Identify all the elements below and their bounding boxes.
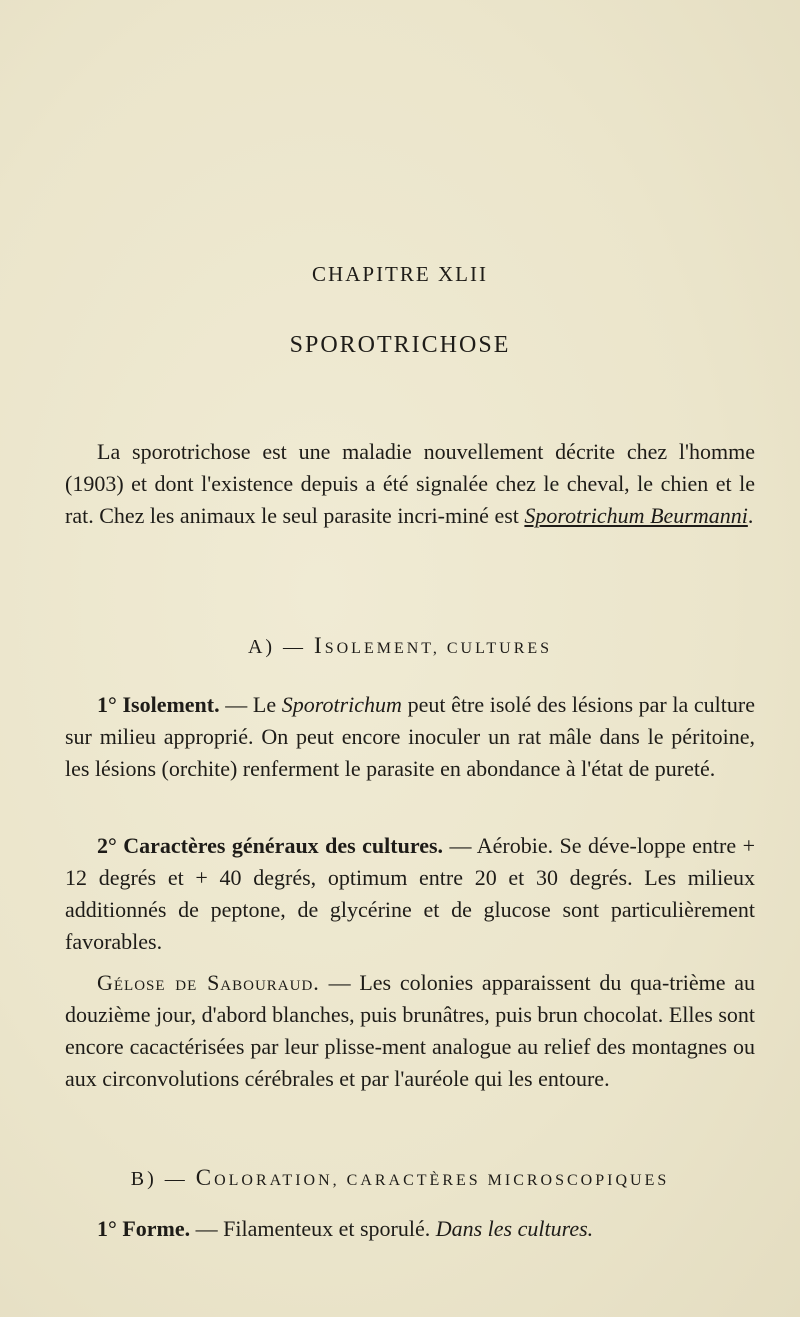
forme-paragraph xyxy=(97,1216,593,1242)
section-a-prefix: A) — xyxy=(247,636,315,658)
caracteres-number: 2° xyxy=(97,833,117,858)
forme-italic: Dans les cultures. xyxy=(435,1216,594,1241)
intro-text: La sporotrichose est une maladie nouvellement décrite chez l'homme (1903) et dont l'existence depuis a été signalée chez le cheval, le chien et le rat. Chez les animaux le seul parasite incri-miné est xyxy=(65,439,755,528)
chapter-number: CHAPITRE XLII xyxy=(312,262,488,286)
forme-number: 1° xyxy=(97,1216,117,1241)
isolement-heading: Isolement. xyxy=(122,692,220,717)
section-b-rest: OLORATION, CARACTÈRES MICROSCOPIQUES xyxy=(214,1172,670,1189)
section-b-prefix: B) — xyxy=(130,1168,196,1190)
gelose-heading: Gélose de Sabouraud. xyxy=(97,970,320,995)
section-a-initial: I xyxy=(314,633,325,658)
gelose-text: — Les colonies apparaissent du qua-trième au douzième jour, d'abord blanches, puis brunâtres, puis brun chocolat. Elles sont encore cacactérisées par leur plisse-ment analogue au relief des montagnes ou aux circonvolutions cérébrales et par l'auréole qui les entoure. xyxy=(65,970,755,1091)
intro-end: . xyxy=(747,503,754,528)
forme-heading: Forme. xyxy=(122,1216,191,1241)
section-b-initial: C xyxy=(195,1165,215,1190)
isolement-text-1: — Le xyxy=(219,692,282,717)
isolement-number: 1° xyxy=(97,692,117,717)
section-b-heading xyxy=(0,1165,800,1191)
caracteres-paragraph xyxy=(65,830,755,958)
caracteres-text: — Aérobie. Se déve-loppe entre + 12 degrés et + 40 degrés, optimum entre 20 et 30 degrés. Les milieux additionnés de peptone, de glycérine et de glucose sont particulièrement favorables. xyxy=(65,833,755,954)
chapter-title: SPOROTRICHOSE xyxy=(289,332,511,358)
species-name: Sporotrichum Beurmanni xyxy=(524,503,748,528)
isolement-text-2: peut être isolé des lésions par la culture sur milieu approprié. On peut encore inoculer un rat mâle dans le péritoine, les lésions (orchite) renferment le parasite en abondance à l'état de pureté. xyxy=(65,692,756,781)
forme-text: — Filamenteux et sporulé. xyxy=(190,1216,436,1241)
section-a-rest: SOLEMENT, CULTURES xyxy=(324,640,553,657)
gelose-paragraph xyxy=(65,967,755,1095)
section-a-heading xyxy=(0,633,800,659)
isolement-paragraph xyxy=(65,689,755,785)
intro-paragraph xyxy=(65,436,755,532)
caracteres-heading: Caractères généraux des cultures. xyxy=(123,833,444,858)
isolement-species: Sporotrichum xyxy=(281,692,402,717)
